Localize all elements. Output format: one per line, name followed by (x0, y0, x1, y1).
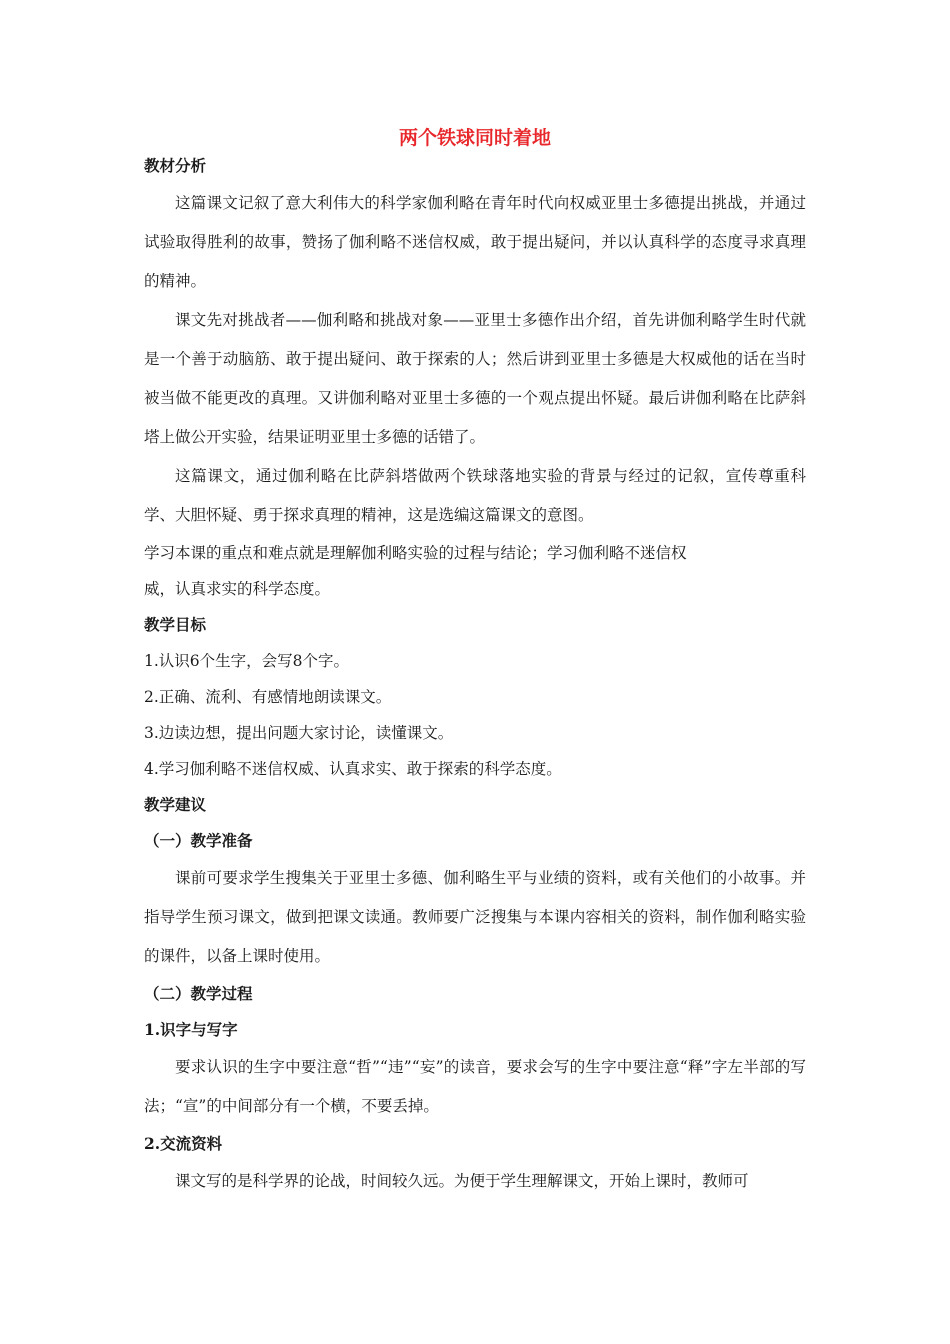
document-body (144, 148, 806, 1201)
paragraph: 这篇课文，通过伽利略在比萨斜塔做两个铁球落地实验的背景与经过的记叙，宣传尊重科学、大胆怀疑、勇于探求真理的精神，这是选编这篇课文的意图。 (144, 467, 806, 524)
paragraph: 要求认识的生字中要注意“哲”“违”“妄”的读音，要求会写的生字中要注意“释”字左半部的写法；“宣”的中间部分有一个横，不要丢掉。 (144, 1058, 806, 1115)
subheading-process: （二）教学过程 (144, 984, 253, 1003)
list-item: 3.边读边想，提出问题大家讨论，读懂课文。 (144, 724, 454, 742)
paragraph: 课文先对挑战者——伽利略和挑战对象——亚里士多德作出介绍，首先讲伽利略学生时代就是一个善于动脑筋、敢于提出疑问、敢于探索的人；然后讲到亚里士多德是大权威他的话在当时被当做不能更改的真理。又讲伽利略对亚里士多德的一个观点提出怀疑。最后讲伽利略在比萨斜塔上做公开实验，结果证明亚里士多德的话错了。 (144, 311, 806, 446)
subheading-preparation: （一）教学准备 (144, 831, 253, 850)
paragraph-line: 学习本课的重点和难点就是理解伽利略实验的过程与结论；学习伽利略不迷信权 (144, 544, 687, 562)
paragraph: 课前可要求学生搜集关于亚里士多德、伽利略生平与业绩的资料，或有关他们的小故事。并指导学生预习课文，做到把课文读通。教师要广泛搜集与本课内容相关的资料，制作伽利略实验的课件，以备上课时使用。 (144, 869, 806, 965)
list-item: 2.正确、流利、有感情地朗读课文。 (144, 688, 392, 706)
section-heading-suggestions: 教学建议 (144, 795, 207, 814)
paragraph: 这篇课文记叙了意大利伟大的科学家伽利略在青年时代向权威亚里士多德提出挑战，并通过试验取得胜利的故事，赞扬了伽利略不迷信权威，敢于提出疑问，并以认真科学的态度寻求真理的精神。 (144, 194, 806, 290)
list-item: 1.认识6个生字，会写8个字。 (144, 652, 350, 670)
section-heading-analysis: 教材分析 (144, 156, 207, 175)
document-title: 两个铁球同时着地 (398, 127, 551, 149)
step-heading-materials: 2.交流资料 (144, 1134, 223, 1153)
section-heading-goals: 教学目标 (144, 615, 207, 634)
list-item: 4.学习伽利略不迷信权威、认真求实、敢于探索的科学态度。 (144, 760, 562, 778)
paragraph-line: 威，认真求实的科学态度。 (144, 580, 331, 598)
step-heading-characters: 1.识字与写字 (144, 1020, 238, 1039)
paragraph: 课文写的是科学界的论战，时间较久远。为便于学生理解课文，开始上课时，教师可 (175, 1172, 749, 1190)
